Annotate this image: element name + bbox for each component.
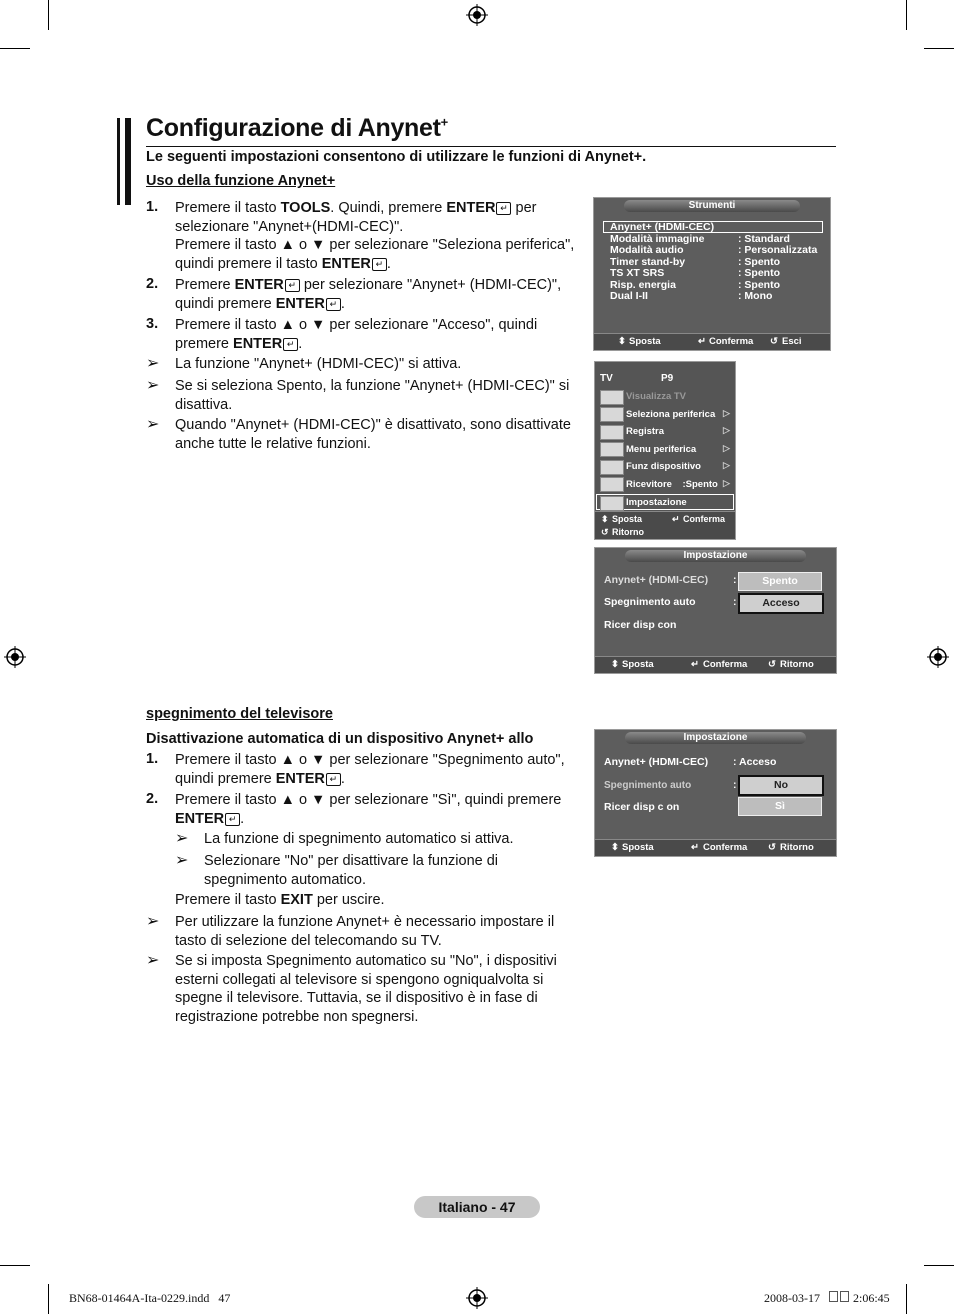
enter-icon: ↵ <box>326 773 341 786</box>
note-text: La funzione "Anynet+ (HDMI-CEC)" si attiva. <box>175 356 462 372</box>
enter-icon: ↵ <box>285 279 300 292</box>
note-text: Selezionare "No" per disattivare la funzione di spegnimento automatico. <box>204 853 499 888</box>
tv-source-label: TV <box>600 373 613 384</box>
setup-screen-anynet <box>594 547 837 674</box>
menu-item-visualizza-tv[interactable]: Visualizza TV <box>626 391 687 402</box>
record-icon <box>600 425 624 440</box>
exit-instruction: Premere il tasto EXIT per uscire. <box>175 892 385 908</box>
screen-footer: ⬍ Sposta ↵ Conferma ↺ Esci <box>594 333 830 350</box>
step2-text: Premere ENTER ↵ per selezionare "Anynet+ (HDMI-CEC)", quindi premere ENTER ↵ . <box>175 277 562 312</box>
intro-text: Le seguenti impostazioni consentono di utilizzare le funzioni di Anynet+. <box>146 149 647 165</box>
step1-text: Premere il tasto TOOLS. Quindi, premere ENTER ↵ per selezionare "Anynet+(HDMI-CEC)". Premere il tasto ▲ o ▼ per selezionare "Seleziona periferica", quindi premere il tasto ENTER ↵ . <box>175 200 575 272</box>
note-text: Quando "Anynet+ (HDMI-CEC)" è disattivato, sono disattivate anche tutte le relative funzioni. <box>175 417 571 452</box>
note-arrow-icon: ➢ <box>146 913 160 930</box>
menu-row-value: : Mono <box>738 290 773 302</box>
enter-icon: ↵ <box>225 813 240 826</box>
option-spento[interactable]: Spento <box>738 572 822 591</box>
menu-row-label[interactable]: Timer stand-by <box>610 256 686 268</box>
step1-text: Premere il tasto ▲ o ▼ per selezionare "Spegnimento auto", quindi premere ENTER ↵ . <box>175 752 565 787</box>
registration-mark-icon <box>466 4 488 26</box>
tv-channel-label: P9 <box>661 373 674 384</box>
step-number: 3. <box>146 316 159 332</box>
step-number: 1. <box>146 751 159 767</box>
enter-icon: ↵ <box>283 338 298 351</box>
device-select-icon <box>600 407 624 422</box>
menu-row-label[interactable]: Anynet+ (HDMI-CEC) <box>610 221 715 233</box>
submenu-arrow-icon: ▷ <box>723 443 730 453</box>
colon: : <box>733 574 737 586</box>
return-icon: ↺ <box>601 527 609 537</box>
menu-row-label[interactable]: Risp. energia <box>610 279 676 291</box>
menu-row-value: : Personalizzata <box>738 244 818 256</box>
setting-label[interactable]: Spegnimento auto <box>604 780 692 791</box>
note-arrow-icon: ➢ <box>146 355 160 372</box>
note-arrow-icon: ➢ <box>146 377 160 394</box>
registration-mark-icon <box>4 646 26 668</box>
anynet-tv-menu-screen <box>594 361 736 540</box>
menu-row-label[interactable]: TS XT SRS <box>610 267 665 279</box>
crop-mark <box>48 1284 49 1314</box>
return-icon: ↺ <box>768 842 776 853</box>
device-menu-icon <box>600 442 624 457</box>
note-arrow-icon: ➢ <box>175 852 189 869</box>
crop-mark <box>906 0 907 30</box>
move-icon: ⬍ <box>611 659 619 670</box>
setting-label[interactable]: Ricer disp c on <box>604 801 680 813</box>
move-icon: ⬍ <box>611 842 619 853</box>
receiver-icon <box>600 477 624 492</box>
screen-footer: ⬍ Sposta ↵ Conferma ↺ Ritorno <box>595 839 836 856</box>
move-icon: ⬍ <box>618 336 626 347</box>
enter-icon: ↵ <box>672 514 680 524</box>
enter-icon: ↵ <box>698 336 706 347</box>
title-side-bar <box>117 118 131 205</box>
crop-mark <box>0 1265 30 1266</box>
menu-row-value: : Spento <box>738 267 780 279</box>
page-title: Configurazione di Anynet+ <box>146 114 448 142</box>
submenu-arrow-icon: ▷ <box>723 425 730 435</box>
tv-icon <box>600 390 624 405</box>
submenu-arrow-icon: ▷ <box>723 460 730 470</box>
note-arrow-icon: ➢ <box>146 952 160 969</box>
setting-value: : Acceso <box>733 756 777 768</box>
note-text: Se si imposta Spegnimento automatico su "No", i dispositivi esterni collegati al televisore si spengono ogniqualvolta si spegne il televisore. Tuttavia, se il dispositivo è in fase di registrazione potrebbe non spegnersi. <box>175 953 557 1025</box>
return-icon: ↺ <box>768 659 776 670</box>
registration-mark-icon <box>466 1287 488 1309</box>
colon: : <box>733 596 737 608</box>
tools-menu-screen <box>593 197 831 351</box>
setting-label[interactable]: Spegnimento auto <box>604 596 696 608</box>
option-si[interactable]: Sì <box>738 797 822 816</box>
menu-item-impostazione[interactable]: Impostazione <box>626 497 687 508</box>
step-number: 2. <box>146 791 159 807</box>
submenu-arrow-icon: ▷ <box>723 478 730 488</box>
enter-icon: ↵ <box>372 258 387 271</box>
setting-label[interactable]: Ricer disp con <box>604 619 677 631</box>
crop-mark <box>0 48 30 49</box>
menu-item-seleziona-periferica[interactable]: Seleziona periferica <box>626 409 716 420</box>
setup-screen-auto-off <box>594 729 837 857</box>
screen-footer: ⬍ Sposta ↵ Conferma ↺ Ritorno <box>595 511 735 539</box>
note-arrow-icon: ➢ <box>175 830 189 847</box>
note-text: Se si seleziona Spento, la funzione "Anynet+ (HDMI-CEC)" si disattiva. <box>175 378 570 413</box>
print-date: 2008-03-17 2:06:45 <box>764 1291 890 1305</box>
menu-row-label[interactable]: Modalità immagine <box>610 233 705 245</box>
colon: : <box>733 779 737 791</box>
menu-item-registra[interactable]: Registra <box>626 426 665 437</box>
step2-text: Premere il tasto ▲ o ▼ per selezionare "Sì", quindi premere ENTER ↵ . <box>175 792 562 827</box>
step-number: 2. <box>146 276 159 292</box>
menu-row-value: : Standard <box>738 233 790 245</box>
section2-heading: spegnimento del televisore <box>146 706 333 722</box>
crop-mark <box>924 48 954 49</box>
file-slug: BN68-01464A-Ita-0229.indd 47 <box>69 1291 231 1305</box>
menu-item-menu-periferica[interactable]: Menu periferica <box>626 444 697 455</box>
option-acceso[interactable]: Acceso <box>738 593 824 614</box>
title-rule <box>146 146 836 147</box>
section2-subheading: Disattivazione automatica di un dispositivo Anynet+ allo <box>146 731 534 747</box>
enter-icon: ↵ <box>691 659 699 670</box>
return-icon: ↺ <box>770 336 778 347</box>
menu-row-value: : Spento <box>738 279 780 291</box>
crop-mark <box>48 0 49 30</box>
screen-footer: ⬍ Sposta ↵ Conferma ↺ Ritorno <box>595 656 836 673</box>
crop-mark <box>924 1265 954 1266</box>
note-text: La funzione di spegnimento automatico si attiva. <box>204 831 514 847</box>
submenu-arrow-icon: ▷ <box>723 408 730 418</box>
enter-icon: ↵ <box>326 298 341 311</box>
setting-label[interactable]: Anynet+ (HDMI-CEC) <box>604 574 709 586</box>
screen-header: Impostazione <box>625 732 806 744</box>
menu-item-ricevitore[interactable]: Ricevitore :Spento <box>626 479 718 490</box>
step-number: 1. <box>146 199 159 215</box>
note-arrow-icon: ➢ <box>146 416 160 433</box>
device-function-icon <box>600 460 624 475</box>
menu-row-value: : Spento <box>738 256 780 268</box>
step3-text: Premere il tasto ▲ o ▼ per selezionare "Acceso", quindi premere ENTER ↵ . <box>175 317 538 352</box>
crop-mark <box>906 1284 907 1314</box>
gear-icon <box>600 496 624 511</box>
page-number: Italiano - 47 <box>414 1196 540 1218</box>
screen-header: Strumenti <box>624 200 800 212</box>
enter-icon: ↵ <box>691 842 699 853</box>
setting-label[interactable]: Anynet+ (HDMI-CEC) <box>604 756 709 768</box>
menu-row-label[interactable]: Dual I-II <box>610 290 648 302</box>
note-text: Per utilizzare la funzione Anynet+ è necessario impostare il tasto di selezione del telecomando su TV. <box>175 914 555 949</box>
menu-row-label[interactable]: Modalità audio <box>610 244 684 256</box>
option-no[interactable]: No <box>738 775 824 796</box>
registration-mark-icon <box>927 646 949 668</box>
section1-heading: Uso della funzione Anynet+ <box>146 173 336 189</box>
screen-header: Impostazione <box>625 550 806 562</box>
menu-item-funz-dispositivo[interactable]: Funz dispositivo <box>626 461 701 472</box>
enter-icon: ↵ <box>496 202 511 215</box>
move-icon: ⬍ <box>601 514 609 524</box>
